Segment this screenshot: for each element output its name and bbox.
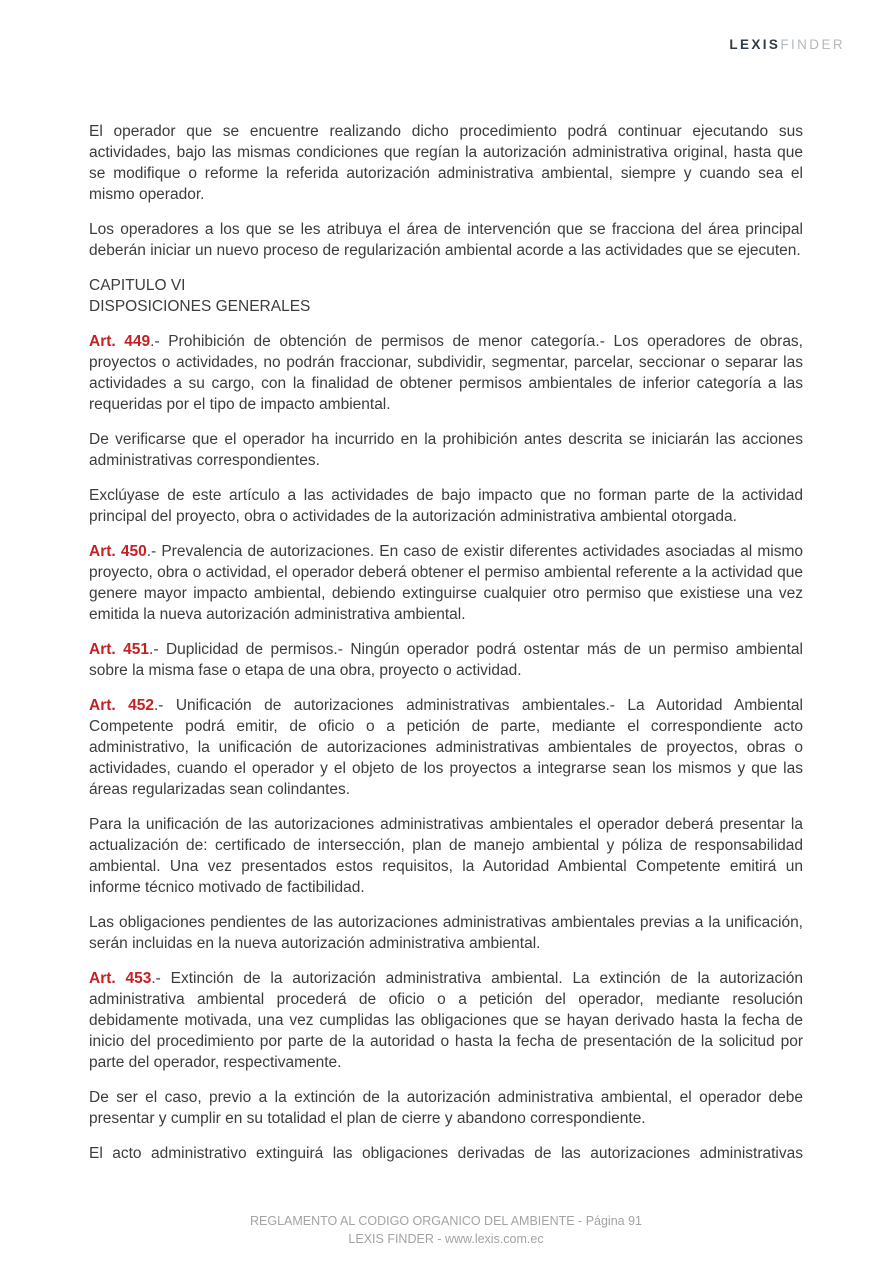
article-text: .- Extinción de la autorización administrativa ambiental. La extinción de la autorización administrativa ambiental procederá de oficio o a petición del operador, mediante resolución debidamente motivada, una vez cumplidas las obligaciones que se hayan derivado hasta la fecha de inicio del procedimiento por parte de la autoridad o hasta la fecha de presentación de la solicitud por parte del operador, respectivamente. xyxy=(89,970,803,1071)
article-number: Art. 452 xyxy=(89,697,154,714)
logo-text-finder: FINDER xyxy=(780,37,845,52)
article-paragraph xyxy=(89,331,803,415)
article-paragraph xyxy=(89,639,803,681)
paragraph: Los operadores a los que se les atribuya el área de intervención que se fracciona del área principal deberán iniciar un nuevo proceso de regularización ambiental acorde a las actividades que se ejecuten. xyxy=(89,221,803,259)
page-footer xyxy=(0,1212,892,1248)
article-paragraph xyxy=(89,695,803,800)
article-text: .- Prevalencia de autorizaciones. En caso de existir diferentes actividades asociadas al mismo proyecto, obra o actividad, el operador deberá obtener el permiso ambiental referente a la actividad que genere mayor impacto ambiental, debiendo extinguirse cualquier otro permiso que existiese una vez emitida la nueva autorización administrativa ambiental. xyxy=(89,543,803,623)
article-text: .- Prohibición de obtención de permisos de menor categoría.- Los operadores de obras, proyectos o actividades, no podrán fraccionar, subdividir, segmentar, parcelar, seccionar o separar las actividades a su cargo, con la finalidad de obtener permisos ambientales de inferior categoría a las requeridas por el tipo de impacto ambiental. xyxy=(89,333,803,413)
paragraph: Exclúyase de este artículo a las actividades de bajo impacto que no forman parte de la actividad principal del proyecto, obra o actividades de la autorización administrativa ambiental otorgada. xyxy=(89,487,803,525)
article-number: Art. 453 xyxy=(89,970,152,987)
footer-document-title: REGLAMENTO AL CODIGO ORGANICO DEL AMBIENTE - Página 91 xyxy=(249,1214,642,1228)
article-text: .- Unificación de autorizaciones administrativas ambientales.- La Autoridad Ambiental Competente podrá emitir, de oficio o a petición de parte, mediante el correspondiente acto administrativo, la unificación de autorizaciones administrativas ambientales de proyectos, obras o actividades, cuando el operador y el objeto de los proyectos a integrarse sean los mismos y que las áreas regularizadas sean colindantes. xyxy=(89,697,803,798)
chapter-title: DISPOSICIONES GENERALES xyxy=(89,298,311,315)
article-text: .- Duplicidad de permisos.- Ningún operador podrá ostentar más de un permiso ambiental sobre la misma fase o etapa de una obra, proyecto o actividad. xyxy=(89,641,803,679)
article-number: Art. 449 xyxy=(89,333,151,350)
article-paragraph xyxy=(89,968,803,1073)
paragraph: De verificarse que el operador ha incurrido en la prohibición antes descrita se iniciarán las acciones administrativas correspondientes. xyxy=(89,431,803,469)
chapter-heading xyxy=(89,275,803,317)
paragraph: De ser el caso, previo a la extinción de la autorización administrativa ambiental, el operador debe presentar y cumplir en su totalidad el plan de cierre y abandono correspondiente. xyxy=(89,1089,803,1127)
paragraph-continued: El acto administrativo extinguirá las obligaciones derivadas de las autorizaciones administrativas xyxy=(89,1145,803,1162)
article-number: Art. 451 xyxy=(89,641,150,658)
footer-source: LEXIS FINDER - www.lexis.com.ec xyxy=(348,1232,544,1246)
document-body xyxy=(89,121,803,1178)
chapter-number: CAPITULO VI xyxy=(89,277,186,294)
lexis-finder-logo xyxy=(729,37,845,52)
article-paragraph xyxy=(89,541,803,625)
article-number: Art. 450 xyxy=(89,543,147,560)
paragraph: Las obligaciones pendientes de las autorizaciones administrativas ambientales previas a la unificación, serán incluidas en la nueva autorización administrativa ambiental. xyxy=(89,914,803,952)
paragraph: Para la unificación de las autorizaciones administrativas ambientales el operador deberá presentar la actualización de: certificado de intersección, plan de manejo ambiental y póliza de responsabilidad ambiental. Una vez presentados estos requisitos, la Autoridad Ambiental Competente emitirá un informe técnico motivado de factibilidad. xyxy=(89,816,803,896)
paragraph: El operador que se encuentre realizando dicho procedimiento podrá continuar ejecutando sus actividades, bajo las mismas condiciones que regían la autorización administrativa original, hasta que se modifique o reforme la referida autorización administrativa ambiental, siempre y cuando sea el mismo operador. xyxy=(89,123,803,203)
logo-text-lexis: LEXIS xyxy=(729,37,781,52)
